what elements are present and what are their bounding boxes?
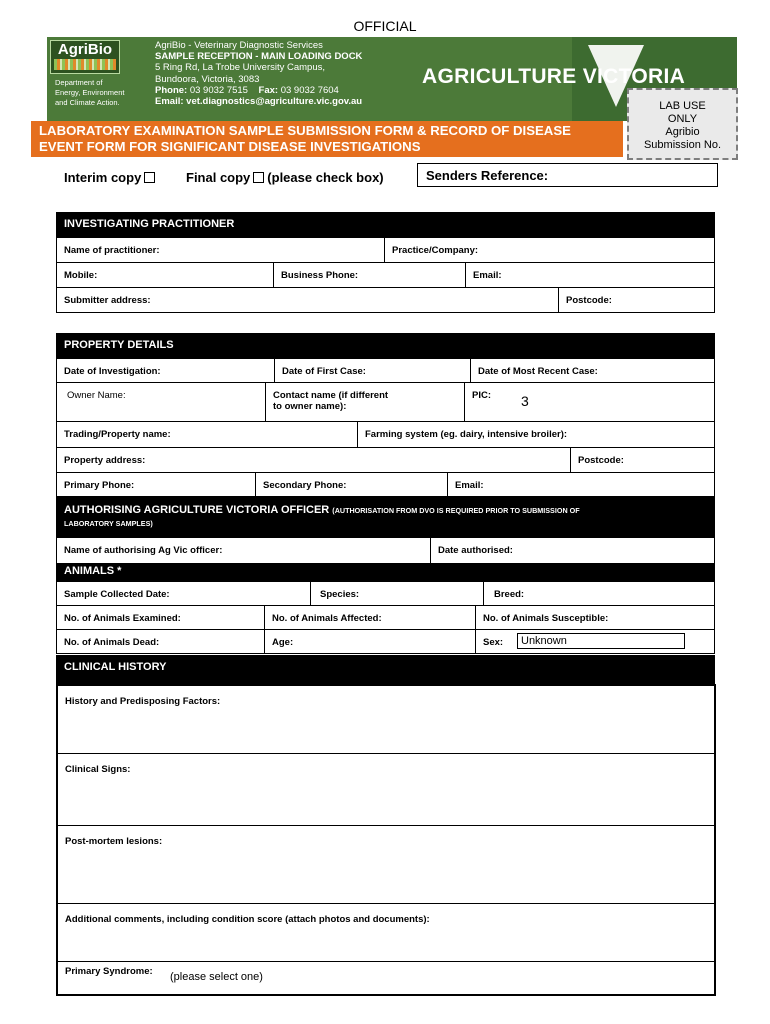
primary-syndrome-dropdown[interactable]: (please select one)	[170, 971, 263, 983]
sample-collected-date-field[interactable]: Sample Collected Date:	[56, 581, 311, 606]
date-first-case-field[interactable]: Date of First Case:	[274, 358, 471, 383]
section-investigating-practitioner: INVESTIGATING PRACTITIONER	[56, 212, 715, 237]
clinical-signs-field[interactable]: Clinical Signs:	[58, 754, 714, 826]
interim-checkbox[interactable]	[144, 172, 155, 183]
agribio-logo	[50, 40, 120, 74]
final-copy-option: Final copy (please check box)	[186, 170, 384, 185]
age-field[interactable]: Age:	[264, 629, 476, 654]
section-property-details: PROPERTY DETAILS	[56, 333, 715, 358]
secondary-phone-field[interactable]: Secondary Phone:	[255, 472, 448, 497]
section-animals: ANIMALS *	[56, 563, 715, 581]
interim-copy-option: Interim copy	[64, 170, 158, 185]
primary-phone-field[interactable]: Primary Phone:	[56, 472, 256, 497]
sex-label: Sex:	[475, 629, 715, 654]
animals-examined-field[interactable]: No. of Animals Examined:	[56, 605, 265, 630]
property-address-field[interactable]: Property address:	[56, 447, 571, 473]
species-field[interactable]: Species:	[310, 581, 484, 606]
date-recent-case-field[interactable]: Date of Most Recent Case:	[470, 358, 715, 383]
submitter-postcode-field[interactable]: Postcode:	[558, 287, 715, 313]
logo-stripe	[54, 59, 116, 70]
form-title: LABORATORY EXAMINATION SAMPLE SUBMISSION FORM & RECORD OF DISEASE EVENT FORM FOR SIGNIFICANT DISEASE INVESTIGATIONS	[31, 121, 623, 157]
property-postcode-field[interactable]: Postcode:	[570, 447, 715, 473]
senders-reference-field[interactable]: Senders Reference:	[417, 163, 718, 187]
address-line-2: Bundoora, Victoria, 3083	[155, 73, 260, 85]
authorising-officer-name-field[interactable]: Name of authorising Ag Vic officer:	[56, 537, 431, 564]
trading-name-field[interactable]: Trading/Property name:	[56, 421, 358, 448]
logo-text: AgriBio	[57, 41, 113, 58]
practice-company-field[interactable]: Practice/Company:	[384, 237, 715, 263]
business-phone-field[interactable]: Business Phone:	[273, 262, 466, 288]
sex-dropdown[interactable]: Unknown	[517, 633, 685, 649]
date-investigation-field[interactable]: Date of Investigation:	[56, 358, 275, 383]
property-email-field[interactable]: Email:	[447, 472, 715, 497]
classification-label: OFFICIAL	[353, 18, 417, 34]
clinical-history-box	[56, 684, 716, 996]
practitioner-email-field[interactable]: Email:	[465, 262, 715, 288]
lab-use-box: LAB USE ONLY Agribio Submission No.	[627, 88, 738, 160]
address-line-1: 5 Ring Rd, La Trobe University Campus,	[155, 62, 326, 74]
date-authorised-field[interactable]: Date authorised:	[430, 537, 715, 564]
owner-name-field[interactable]: Owner Name:	[56, 382, 266, 422]
farming-system-field[interactable]: Farming system (eg. dairy, intensive broiler):	[357, 421, 715, 448]
brand-wordmark: AGRICULTURE VICTORIA	[422, 65, 686, 88]
pic-value: 3	[521, 393, 529, 409]
mobile-field[interactable]: Mobile:	[56, 262, 274, 288]
section-authorising-officer: AUTHORISING AGRICULTURE VICTORIA OFFICER (AUTHORISATION FROM DVO IS REQUIRED PRIOR TO SUBMISSION OF LABORATORY SAMPLES)	[56, 497, 715, 537]
lab-address	[155, 40, 415, 107]
additional-comments-field[interactable]: Additional comments, including condition score (attach photos and documents):	[58, 904, 714, 962]
breed-field[interactable]: Breed:	[483, 581, 715, 606]
department-name: Department of Energy, Environment and Climate Action.	[55, 78, 125, 107]
postmortem-lesions-field[interactable]: Post-mortem lesions:	[58, 826, 714, 904]
final-checkbox[interactable]	[253, 172, 264, 183]
pic-field[interactable]: PIC:	[464, 382, 715, 422]
animals-dead-field[interactable]: No. of Animals Dead:	[56, 629, 265, 654]
practitioner-name-field[interactable]: Name of practitioner:	[56, 237, 385, 263]
section-clinical-history: CLINICAL HISTORY	[56, 655, 715, 684]
primary-syndrome-label: Primary Syndrome:	[65, 966, 153, 977]
phone-line: Phone: 03 9032 7515 Fax: 03 9032 7604	[155, 84, 339, 96]
animals-affected-field[interactable]: No. of Animals Affected:	[264, 605, 476, 630]
email-line: Email: vet.diagnostics@agriculture.vic.gov.au	[155, 96, 363, 108]
history-field[interactable]: History and Predisposing Factors:	[58, 686, 714, 754]
org-name: AgriBio - Veterinary Diagnostic Services	[155, 40, 323, 51]
submitter-address-field[interactable]: Submitter address:	[56, 287, 559, 313]
contact-name-field[interactable]: Contact name (if different to owner name):	[265, 382, 465, 422]
animals-susceptible-field[interactable]: No. of Animals Susceptible:	[475, 605, 715, 630]
reception-line: SAMPLE RECEPTION - MAIN LOADING DOCK	[155, 51, 363, 63]
